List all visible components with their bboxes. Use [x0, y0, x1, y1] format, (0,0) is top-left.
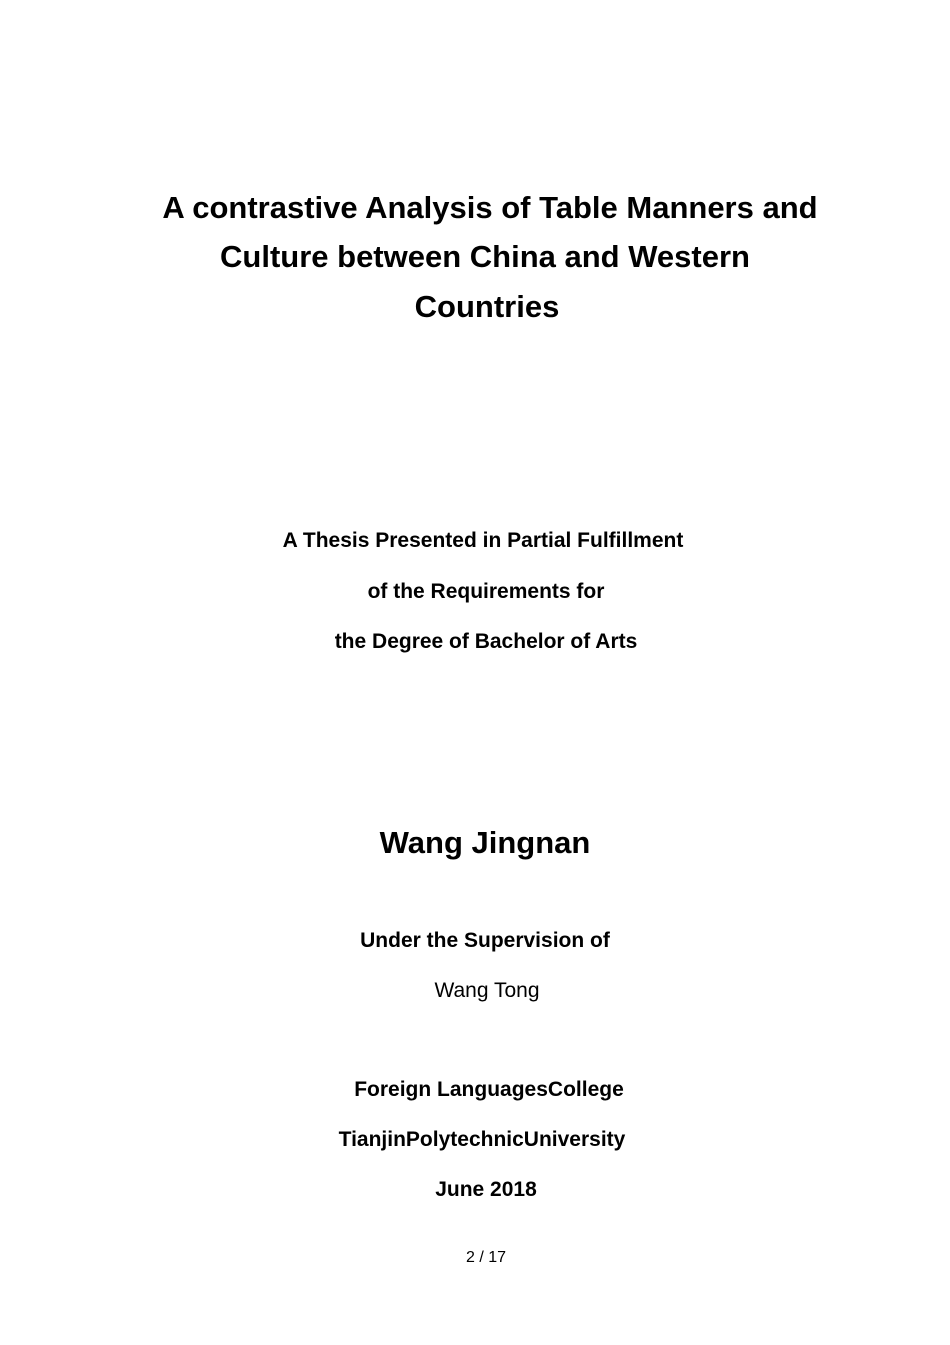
page-number: 2 / 17	[465, 1249, 507, 1266]
supervision-label: Under the Supervision of	[360, 929, 610, 952]
thesis-statement-line-2: of the Requirements for	[367, 580, 605, 603]
thesis-statement-line-1: A Thesis Presented in Partial Fulfillment	[282, 529, 684, 552]
title-line-1: A contrastive Analysis of Table Manners and	[162, 190, 818, 225]
university-name: TianjinPolytechnicUniversity	[338, 1128, 626, 1151]
title-line-3: Countries	[414, 289, 560, 324]
thesis-statement-line-3: the Degree of Bachelor of Arts	[334, 630, 638, 653]
thesis-date: June 2018	[435, 1178, 537, 1201]
college-name: Foreign LanguagesCollege	[354, 1078, 624, 1101]
title-line-2: Culture between China and Western	[220, 239, 750, 274]
supervisor-name: Wang Tong	[434, 979, 540, 1002]
author-name: Wang Jingnan	[379, 825, 591, 860]
